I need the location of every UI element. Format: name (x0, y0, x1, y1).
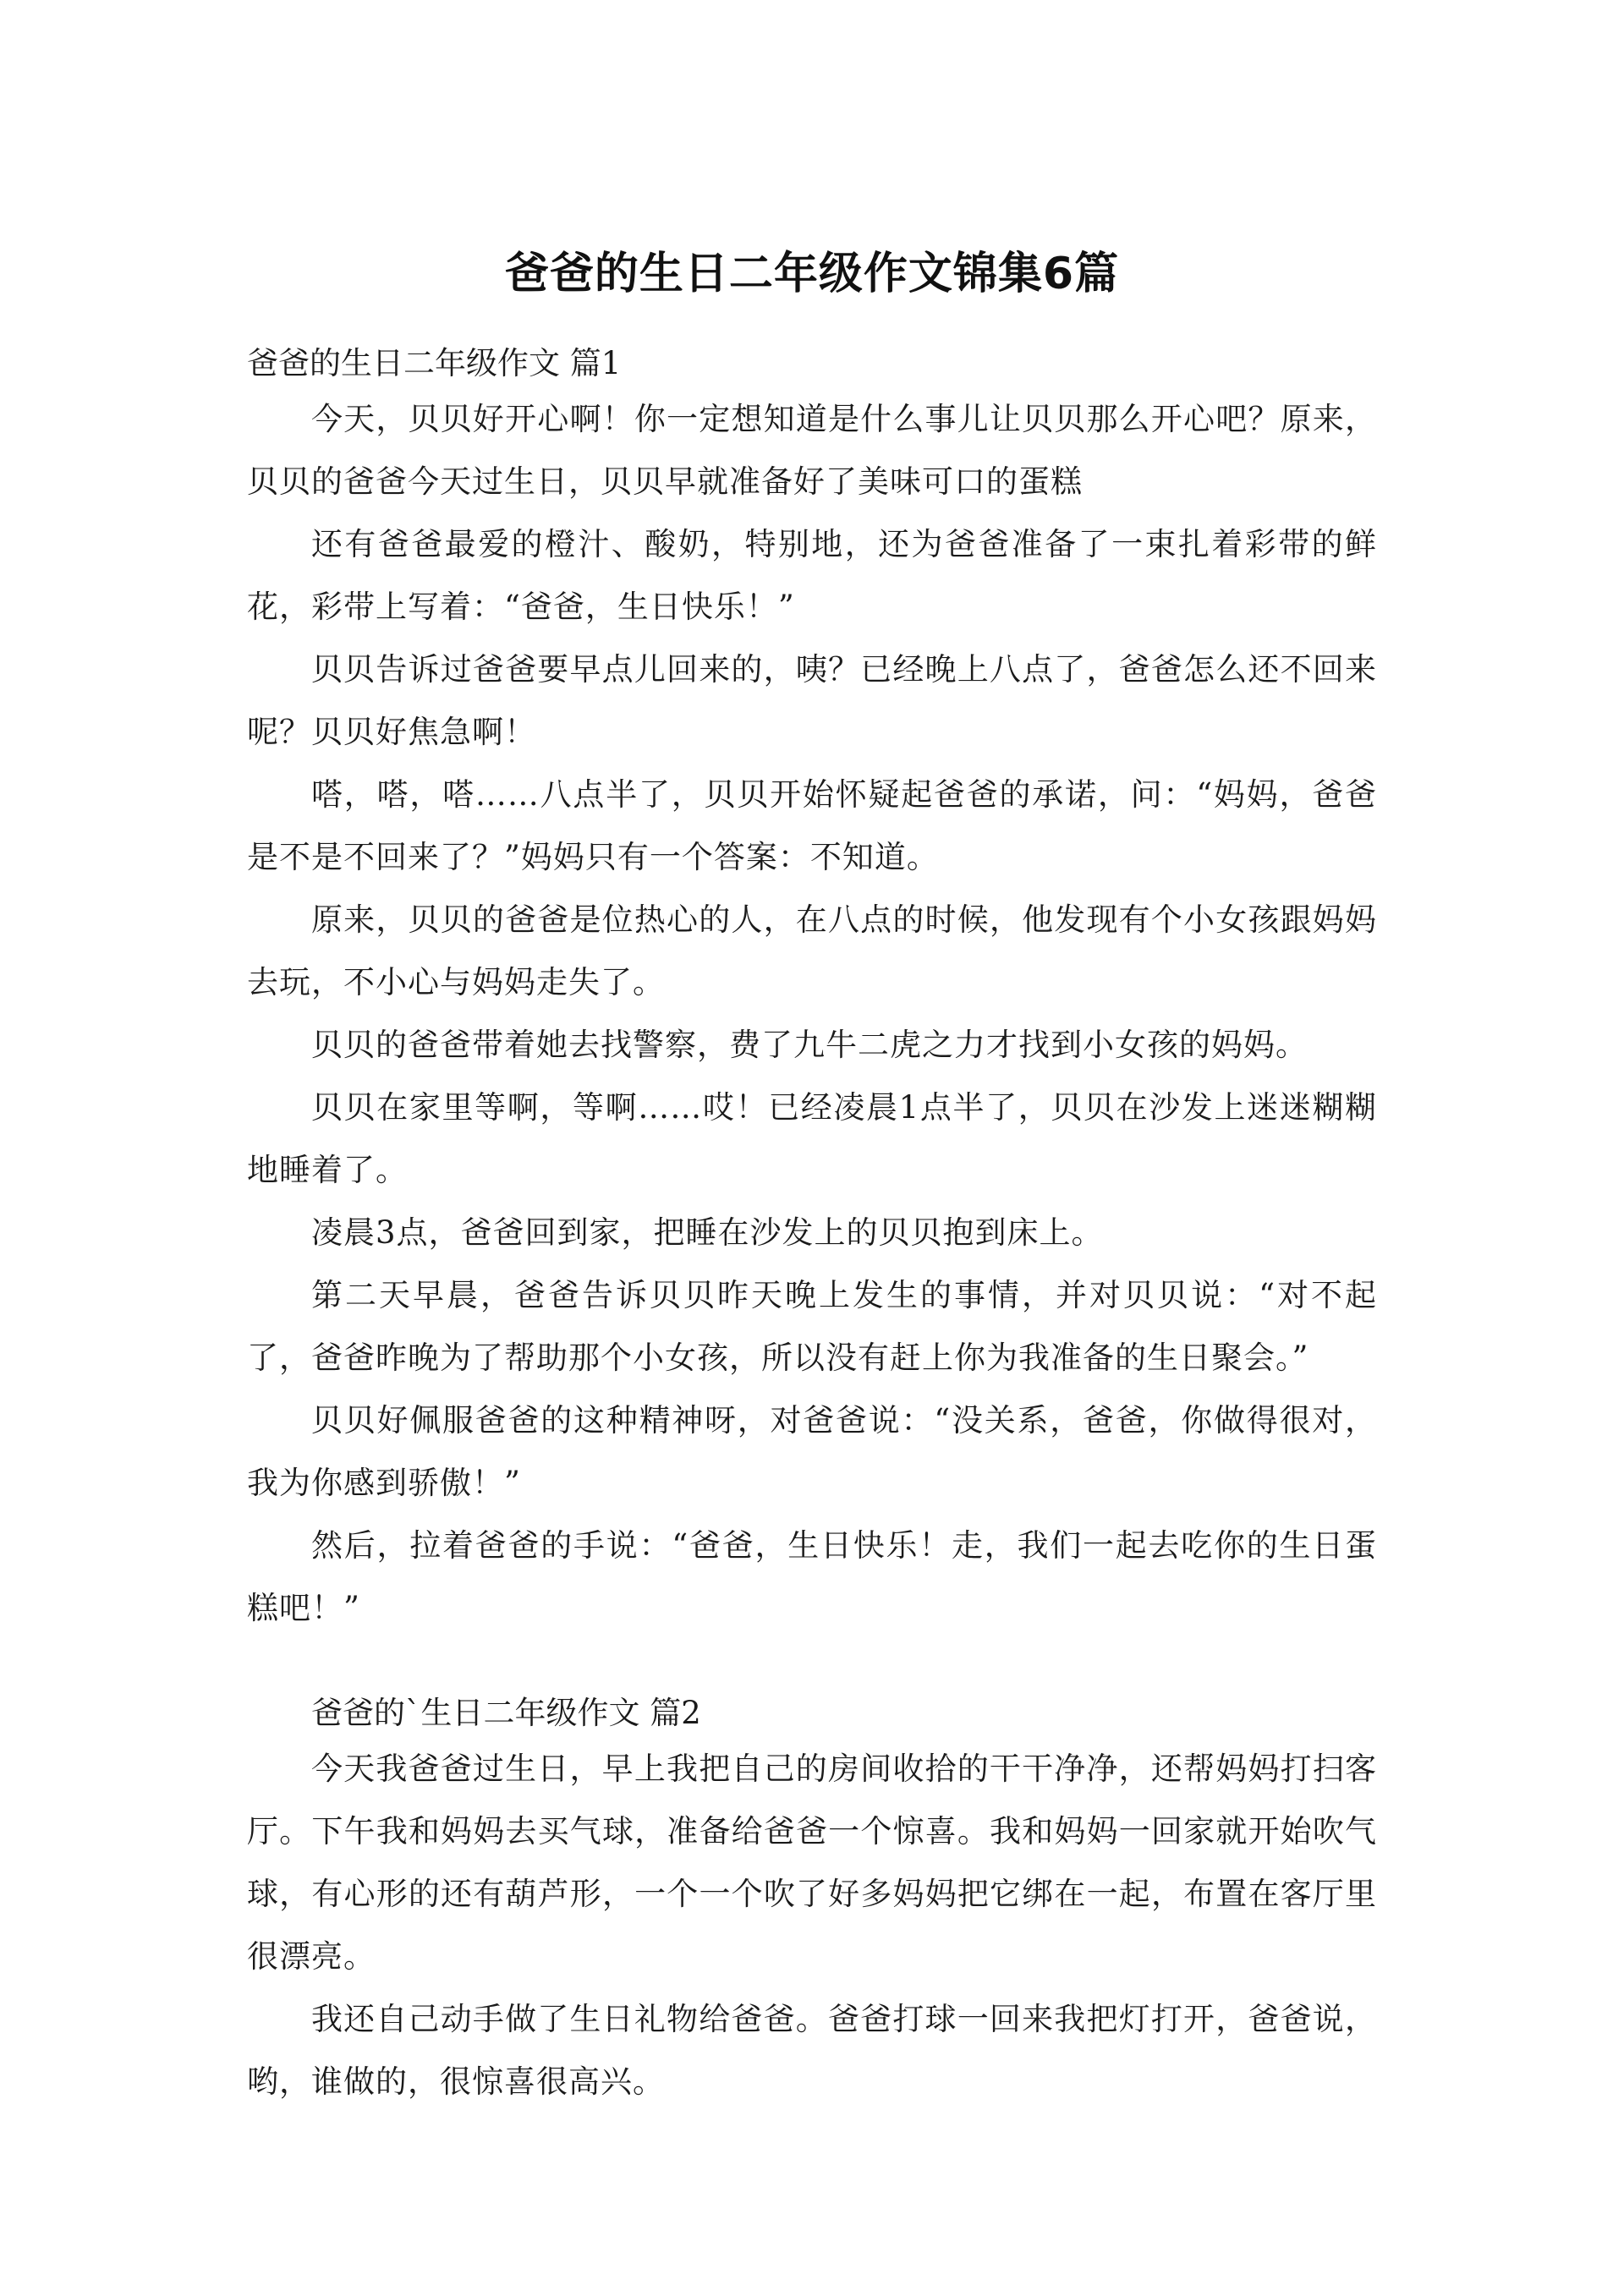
paragraph: 贝贝告诉过爸爸要早点儿回来的，咦？已经晚上八点了，爸爸怎么还不回来呢？贝贝好焦急啊！ (247, 651, 1377, 750)
paragraph: 今天，贝贝好开心啊！你一定想知道是什么事儿让贝贝那么开心吧？原来，贝贝的爸爸今天过生日，贝贝早就准备好了美味可口的蛋糕 (247, 401, 1377, 500)
paragraph: 我还自己动手做了生日礼物给爸爸。爸爸打球一回来我把灯打开，爸爸说，哟，谁做的，很惊喜很高兴。 (247, 2001, 1377, 2100)
paragraph: 贝贝好佩服爸爸的这种精神呀，对爸爸说：“没关系，爸爸，你做得很对，我为你感到骄傲！” (247, 1402, 1377, 1501)
section-body-2 (247, 1738, 1377, 2113)
paragraph: 还有爸爸最爱的橙汁、酸奶，特别地，还为爸爸准备了一束扎着彩带的鲜花，彩带上写着：“爸爸，生日快乐！” (247, 526, 1377, 625)
paragraph: 嗒，嗒，嗒……八点半了，贝贝开始怀疑起爸爸的承诺，问：“妈妈，爸爸是不是不回来了？”妈妈只有一个答案：不知道。 (247, 776, 1377, 875)
section-heading-1: 爸爸的生日二年级作文 篇1 (247, 345, 622, 381)
paragraph: 原来，贝贝的爸爸是位热心的人，在八点的时候，他发现有个小女孩跟妈妈去玩，不小心与妈妈走失了。 (247, 901, 1377, 1000)
paragraph: 凌晨3点，爸爸回到家，把睡在沙发上的贝贝抱到床上。 (311, 1214, 1104, 1251)
section-body-1 (247, 388, 1377, 1640)
paragraph: 贝贝的爸爸带着她去找警察，费了九牛二虎之力才找到小女孩的妈妈。 (311, 1027, 1308, 1063)
paragraph: 今天我爸爸过生日，早上我把自己的房间收拾的干干净净，还帮妈妈打扫客厅。下午我和妈妈去买气球，准备给爸爸一个惊喜。我和妈妈一回家就开始吹气球，有心形的还有葫芦形，一个一个吹了好多妈妈把它绑在一起，布置在客厅里很漂亮。 (247, 1751, 1377, 1975)
paragraph: 第二天早晨，爸爸告诉贝贝昨天晚上发生的事情，并对贝贝说：“对不起了，爸爸昨晚为了帮助那个小女孩，所以没有赶上你为我准备的生日聚会。” (247, 1277, 1377, 1376)
paragraph: 然后，拉着爸爸的手说：“爸爸，生日快乐！走，我们一起去吃你的生日蛋糕吧！” (247, 1527, 1377, 1626)
section-heading-2: 爸爸的`生日二年级作文 篇2 (311, 1695, 701, 1731)
document-title: 爸爸的生日二年级作文锦集6篇 (504, 249, 1120, 299)
paragraph: 贝贝在家里等啊，等啊……哎！已经凌晨1点半了，贝贝在沙发上迷迷糊糊地睡着了。 (247, 1089, 1377, 1188)
